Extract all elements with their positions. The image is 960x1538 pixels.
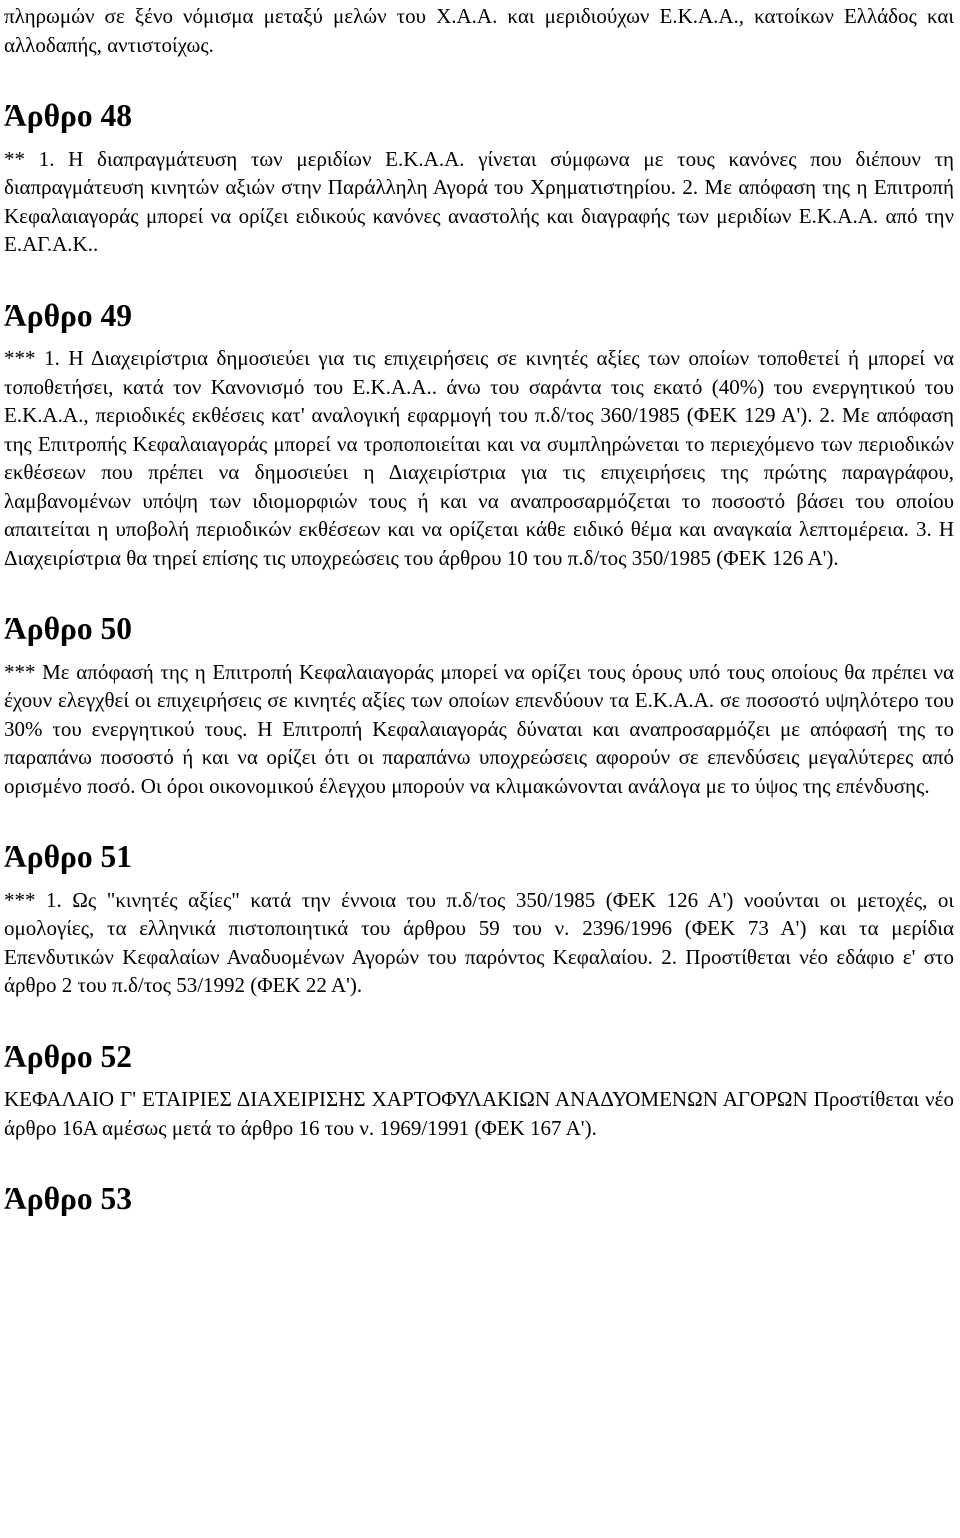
article-49-heading: Άρθρο 49 bbox=[4, 297, 133, 333]
article-48-heading: Άρθρο 48 bbox=[4, 98, 133, 133]
article-52 bbox=[4, 1038, 954, 1143]
article-53-heading: Άρθρο 53 bbox=[4, 1181, 133, 1216]
article-52-heading: Άρθρο 52 bbox=[4, 1038, 133, 1074]
article-48 bbox=[4, 98, 954, 259]
article-49-text: *** 1. Η Διαχειρίστρια δημοσιεύει για τις επιχειρήσεις σε κινητές αξίες των οποίων τοποθετεί ή μπορεί να τοποθετήσει, κατά τον Κανονισμό του Ε.Κ.Α.Α.. άνω του σαράντα τοις εκατό (40%) του ενεργητικού του Ε.Κ.Α.Α., περιοδικές εκθέσεις κατ' αναλογική εφαρμογή του π.δ/τος 360/1985 (ΦΕΚ 129 Α'). 2. Με απόφαση της Επιτροπής Κεφαλαιαγοράς μπορεί να τροποποιείται και να συμπληρώνεται το περιεχόμενο των περιοδικών εκθέσεων που πρέπει να δημοσιεύει η Διαχειρίστρια για τις επιχειρήσεις της πρώτης παραγράφου, λαμβανομένων υπόψη των ιδιομορφιών τους ή και να αναπροσαρμόζεται το ποσοστό βάσει του οποίου απαιτείται η υποβολή περιοδικών εκθέσεων και να ορίζεται κάθε ειδικό θέμα και αναγκαία λεπτομέρεια. 3. Η Διαχειρίστρια θα τηρεί επίσης τις υποχρεώσεις του άρθρου 10 του π.δ/τος 350/1985 (ΦΕΚ 126 Α'). bbox=[4, 346, 954, 570]
article-50 bbox=[4, 611, 954, 800]
article-53 bbox=[4, 1181, 954, 1216]
intro-paragraph: πληρωμών σε ξένο νόμισμα μεταξύ μελών του Χ.Α.Α. και μεριδιούχων Ε.Κ.Α.Α., κατοίκων Ελλάδος και αλλοδαπής, αντιστοίχως. bbox=[4, 4, 954, 57]
article-52-text: ΚΕΦΑΛΑΙΟ Γ' ΕΤΑΙΡΙΕΣ ΔΙΑΧΕΙΡΙΣΗΣ ΧΑΡΤΟΦΥΛΑΚΙΩΝ ΑΝΑΔΥΟΜΕΝΩΝ ΑΓΟΡΩΝ Προστίθεται νέο άρθρο 16Α αμέσως μετά το άρθρο 16 του ν. 1969/1991 (ΦΕΚ 167 Α'). bbox=[4, 1087, 954, 1140]
article-51 bbox=[4, 839, 954, 1000]
article-51-heading: Άρθρο 51 bbox=[4, 839, 133, 874]
article-50-heading: Άρθρο 50 bbox=[4, 611, 133, 646]
article-50-text: *** Με απόφασή της η Επιτροπή Κεφαλαιαγοράς μπορεί να ορίζει τους όρους υπό τους οποίους θα πρέπει να έχουν ελεγχθεί οι επιχειρήσεις σε κινητές αξίες των οποίων επενδύουν τα Ε.Κ.Α.Α. σε ποσοστό υψηλότερο του 30% του ενεργητικού τους. Η Επιτροπή Κεφαλαιαγοράς δύναται και αναπροσαρμόζει με απόφασή της το παραπάνω ποσοστό ή και να ορίζει ότι οι παραπάνω υποχρεώσεις αφορούν σε επενδύσεις μεγαλύτερες από ορισμένο ποσό. Οι όροι οικονομικού έλεγχου μπορούν να κλιμακώνονται ανάλογα με το ύψος της επένδυσης. bbox=[4, 659, 954, 798]
article-51-text: *** 1. Ως "κινητές αξίες" κατά την έννοια του π.δ/τος 350/1985 (ΦΕΚ 126 Α') νοούνται οι μετοχές, οι ομολογίες, τα ελληνικά πιστοποιητικά του άρθρου 59 του ν. 2396/1996 (ΦΕΚ 73 Α') και τα μερίδια Επενδυτικών Κεφαλαίων Αναδυομένων Αγορών του παρόντος Κεφαλαίου. 2. Προστίθεται νέο εδάφιο ε' στο άρθρο 2 του π.δ/τος 53/1992 (ΦΕΚ 22 Α'). bbox=[4, 887, 954, 997]
article-48-text: ** 1. Η διαπραγμάτευση των μεριδίων Ε.Κ.Α.Α. γίνεται σύμφωνα με τους κανόνες που διέπουν τη διαπραγμάτευση κινητών αξιών στην Παράλληλη Αγορά του Χρηματιστηρίου. 2. Με απόφαση της η Επιτροπή Κεφαλαιαγοράς μπορεί να ορίζει ειδικούς κανόνες αναστολής και διαγραφής των μεριδίων Ε.Κ.Α.Α. από την Ε.ΑΓ.Α.Κ.. bbox=[4, 146, 954, 256]
article-49 bbox=[4, 297, 954, 573]
